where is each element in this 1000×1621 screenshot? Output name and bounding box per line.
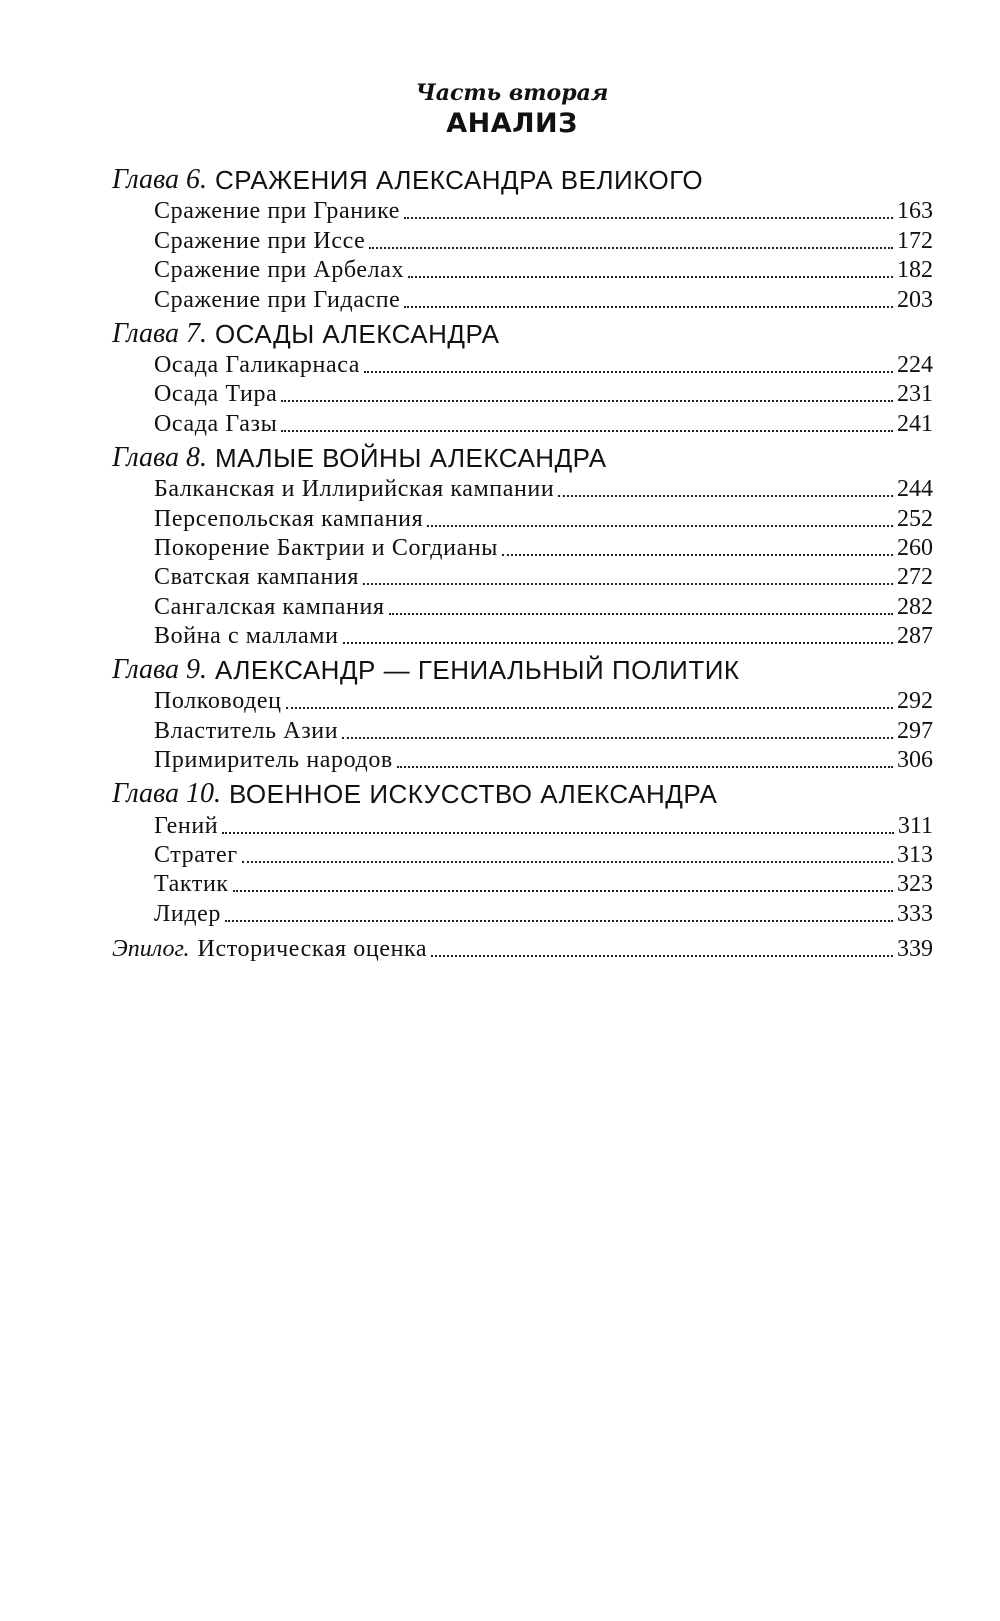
chapter-label: Глава 7. <box>112 317 207 349</box>
chapter-heading <box>112 774 933 810</box>
toc-entry <box>112 350 933 379</box>
dot-leader <box>225 919 893 922</box>
entry-title: Сангалская кампания <box>154 593 385 620</box>
dot-leader <box>404 305 893 308</box>
page-number: 333 <box>897 900 933 927</box>
dot-leader <box>364 370 893 373</box>
dot-leader <box>369 246 893 249</box>
toc-entry <box>112 686 933 715</box>
page-number: 241 <box>897 410 933 437</box>
dot-leader <box>342 736 893 739</box>
toc-entry <box>112 840 933 869</box>
entry-title: Сражение при Гранике <box>154 198 401 225</box>
dot-leader <box>427 524 893 527</box>
entry-title: Лидер <box>154 900 221 927</box>
entry-title: Осада Тира <box>154 381 278 408</box>
dot-leader <box>233 889 893 892</box>
entry-title: Балканская и Иллирийская кампании <box>154 476 555 503</box>
chapter-title: ВОЕННОЕ ИСКУССТВО АЛЕКСАНДРА <box>228 779 718 810</box>
page-number: 260 <box>897 534 933 561</box>
page-number: 272 <box>897 564 933 591</box>
dot-leader <box>389 612 893 615</box>
part-label: Часть вторая <box>415 80 609 106</box>
toc-entry <box>112 284 933 313</box>
toc-entry <box>112 869 933 898</box>
chapter-heading <box>112 650 933 686</box>
page-number: 339 <box>897 936 933 963</box>
page-number: 172 <box>897 227 933 254</box>
dot-leader <box>242 860 893 863</box>
chapter-label: Глава 8. <box>112 441 207 473</box>
epilogue-title: Историческая оценка <box>197 936 428 963</box>
page-number: 282 <box>897 593 933 620</box>
toc-entry <box>112 408 933 437</box>
part-title: АНАЛИЗ <box>446 108 578 139</box>
page-number: 287 <box>897 623 933 650</box>
toc-entry <box>112 379 933 408</box>
chapter-title: АЛЕКСАНДР — ГЕНИАЛЬНЫЙ ПОЛИТИК <box>214 655 740 686</box>
entry-title: Война с маллами <box>154 623 339 650</box>
page-number: 252 <box>897 505 933 532</box>
toc-entry <box>112 810 933 839</box>
dot-leader <box>397 765 893 768</box>
entry-title: Сражение при Арбелах <box>154 257 405 284</box>
chapter-heading <box>112 438 933 474</box>
entry-title: Персепольская кампания <box>154 505 424 532</box>
toc-entry <box>112 255 933 284</box>
entry-title: Полководец <box>154 688 282 715</box>
dot-leader <box>343 641 893 644</box>
toc-entry <box>112 715 933 744</box>
toc-entry <box>112 196 933 225</box>
page-number: 224 <box>897 351 933 378</box>
entry-title: Примиритель народов <box>154 747 393 774</box>
chapter-label: Глава 6. <box>112 164 207 195</box>
page-number: 306 <box>897 747 933 774</box>
entry-title: Осада Галикарнаса <box>154 351 360 378</box>
entry-title: Властитель Азии <box>154 717 339 744</box>
toc-entry <box>112 533 933 562</box>
epilogue-entry <box>112 934 933 963</box>
page-number: 231 <box>897 381 933 408</box>
toc-entry <box>112 225 933 254</box>
page-number: 311 <box>897 812 933 839</box>
toc-entry <box>112 503 933 532</box>
page-number: 203 <box>897 286 933 313</box>
chapter-title: СРАЖЕНИЯ АЛЕКСАНДРА ВЕЛИКОГО <box>214 165 704 195</box>
page-number: 313 <box>897 842 933 869</box>
chapter-label: Глава 9. <box>112 654 207 686</box>
page-number: 292 <box>897 688 933 715</box>
page-number: 163 <box>897 198 933 225</box>
chapter-label: Глава 10. <box>112 778 221 810</box>
toc-entry <box>112 621 933 650</box>
page-number: 182 <box>897 257 933 284</box>
entry-title: Сражение при Гидаспе <box>154 286 401 313</box>
chapter-title: МАЛЫЕ ВОЙНЫ АЛЕКСАНДРА <box>214 442 607 473</box>
chapter-heading <box>112 314 933 350</box>
toc-entry <box>112 591 933 620</box>
page-number: 297 <box>897 717 933 744</box>
dot-leader <box>222 831 894 834</box>
dot-leader <box>281 399 893 402</box>
page-number: 244 <box>897 476 933 503</box>
dot-leader <box>404 216 893 219</box>
dot-leader <box>363 582 893 585</box>
chapter-heading <box>112 160 933 196</box>
dot-leader <box>502 553 893 556</box>
page-number: 323 <box>897 871 933 898</box>
toc-entry <box>112 562 933 591</box>
entry-title: Гений <box>154 812 219 839</box>
toc-entry <box>112 745 933 774</box>
table-of-contents <box>112 160 933 963</box>
dot-leader <box>281 429 893 432</box>
toc-entry <box>112 898 933 927</box>
chapter-title: ОСАДЫ АЛЕКСАНДРА <box>214 318 500 349</box>
entry-title: Сватская кампания <box>154 564 360 591</box>
entry-title: Покорение Бактрии и Согдианы <box>154 534 498 561</box>
toc-entry <box>112 474 933 503</box>
dot-leader <box>286 706 893 709</box>
entry-title: Тактик <box>154 871 229 898</box>
entry-title: Сражение при Иссе <box>154 227 366 254</box>
dot-leader <box>431 954 893 957</box>
epilogue-label: Эпилог. <box>112 936 190 963</box>
entry-title: Осада Газы <box>154 410 278 437</box>
entry-title: Стратег <box>154 842 238 869</box>
dot-leader <box>558 494 893 497</box>
dot-leader <box>408 275 893 278</box>
